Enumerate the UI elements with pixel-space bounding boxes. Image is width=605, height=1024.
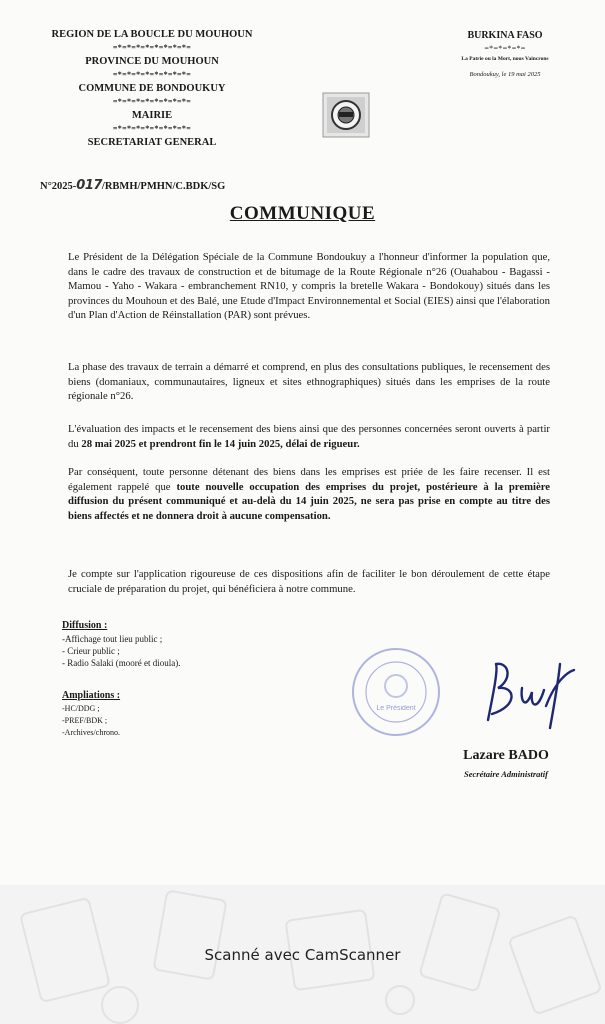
- list-item: -Affichage tout lieu public ;: [62, 634, 163, 644]
- header-separator: =*=*=*=*=*=*=*=*=: [112, 96, 192, 106]
- commune-line: COMMUNE DE BONDOUKUY: [78, 83, 226, 94]
- paragraph-evaluation: [68, 422, 550, 451]
- signatory-name: Lazare BADO: [463, 748, 549, 763]
- list-item: - Crieur public ;: [62, 646, 120, 656]
- camscanner-label: Scanné avec CamScanner: [204, 946, 401, 964]
- signature-icon: [476, 650, 596, 730]
- mairie-line: MAIRIE: [131, 110, 173, 121]
- paragraph-closing: Je compte sur l'application rigoureuse de ces dispositions afin de faciliter le bon déroulement de cette étape cruciale de préparation du projet, qui bénéficiera à notre commune.: [68, 568, 550, 595]
- ampliations-list: [62, 690, 120, 739]
- list-item: -Archives/chrono.: [62, 728, 120, 737]
- country-separator: =*=*=*=*=: [484, 44, 526, 53]
- province-line: PROVINCE DU MOUHOUN: [85, 56, 219, 67]
- place-date: Bondoukuy, le 19 mai 2025: [469, 71, 541, 78]
- reference-number: [40, 178, 225, 193]
- region-line: REGION DE LA BOUCLE DU MOUHOUN: [51, 29, 253, 40]
- national-motto: La Patrie ou la Mort, nous Vaincrons: [461, 56, 549, 62]
- header-separator: =*=*=*=*=*=*=*=*=: [112, 123, 192, 133]
- evaluation-dates: 28 mai 2025 et prendront fin le 14 juin 2025, délai de rigueur.: [81, 437, 360, 450]
- header-left: [34, 30, 270, 152]
- reference-prefix: N°2025-: [40, 181, 77, 192]
- paragraph-field-phase: La phase des travaux de terrain a démarré et comprend, en plus des consultations publiques, le recensement des biens (domaniaux, communautaires, ligneux et sites ethnographiques) situés dans les emprises de la route régionale n°26.: [68, 361, 550, 403]
- secretariat-line: SECRETARIAT GENERAL: [87, 137, 217, 148]
- commune-logo-icon: [322, 92, 370, 138]
- stamp-text: Le Président: [376, 705, 416, 712]
- list-item: - Radio Salaki (mooré et dioula).: [62, 658, 181, 668]
- paragraph-consequence: [68, 465, 550, 523]
- reference-suffix: /RBMH/PMHN/C.BDK/SG: [101, 181, 226, 192]
- header-separator: =*=*=*=*=*=*=*=*=: [112, 42, 192, 52]
- ampliations-title: Ampliations :: [62, 690, 121, 701]
- country-name: BURKINA FASO: [467, 30, 543, 41]
- diffusion-title: Diffusion :: [62, 620, 108, 631]
- header-right: [440, 30, 570, 78]
- document-title: COMMUNIQUE: [229, 203, 376, 224]
- consequence-text: Par conséquent, toute personne détenant des biens dans les emprises est priée de les faire recenser. Il est également rappelé que: [68, 466, 550, 493]
- list-item: -HC/DDG ;: [62, 704, 100, 713]
- reference-handwritten-number: 017: [76, 178, 102, 193]
- evaluation-text: L'évaluation des impacts et le recensement des biens ainsi que des personnes concernées seront ouverts à partir du: [68, 423, 550, 450]
- consequence-warning: toute nouvelle occupation des emprises du projet, postérieure à la première diffusion du présent communiqué et au-delà du 14 juin 2025, ne sera pas prise en compte au titre des biens affectés et ne donnera droit à aucune compensation.: [68, 480, 550, 522]
- diffusion-list: [62, 620, 180, 669]
- signatory-title: Secrétaire Administratif: [464, 769, 548, 779]
- header-separator: =*=*=*=*=*=*=*=*=: [112, 69, 192, 79]
- paragraph-intro: Le Président de la Délégation Spéciale de la Commune Bondoukuy a l'honneur d'informer la population que, dans le cadre des travaux de construction et de bitumage de la Route Régionale n°26 (Ouahabou - Bagassi - Mamou - Yaho - Wakara - embranchement RN10, y compris la bretelle Wakara - Bondokouy) situés dans les provinces du Mouhoun et des Balé, une Etude d'Impact Environnemental et Social (EIES) ainsi que l'élaboration d'un Plan d'Action de Réinstallation (PAR) sont prévues.: [68, 251, 550, 322]
- list-item: -PREF/BDK ;: [62, 716, 108, 725]
- official-stamp-icon: [350, 646, 442, 738]
